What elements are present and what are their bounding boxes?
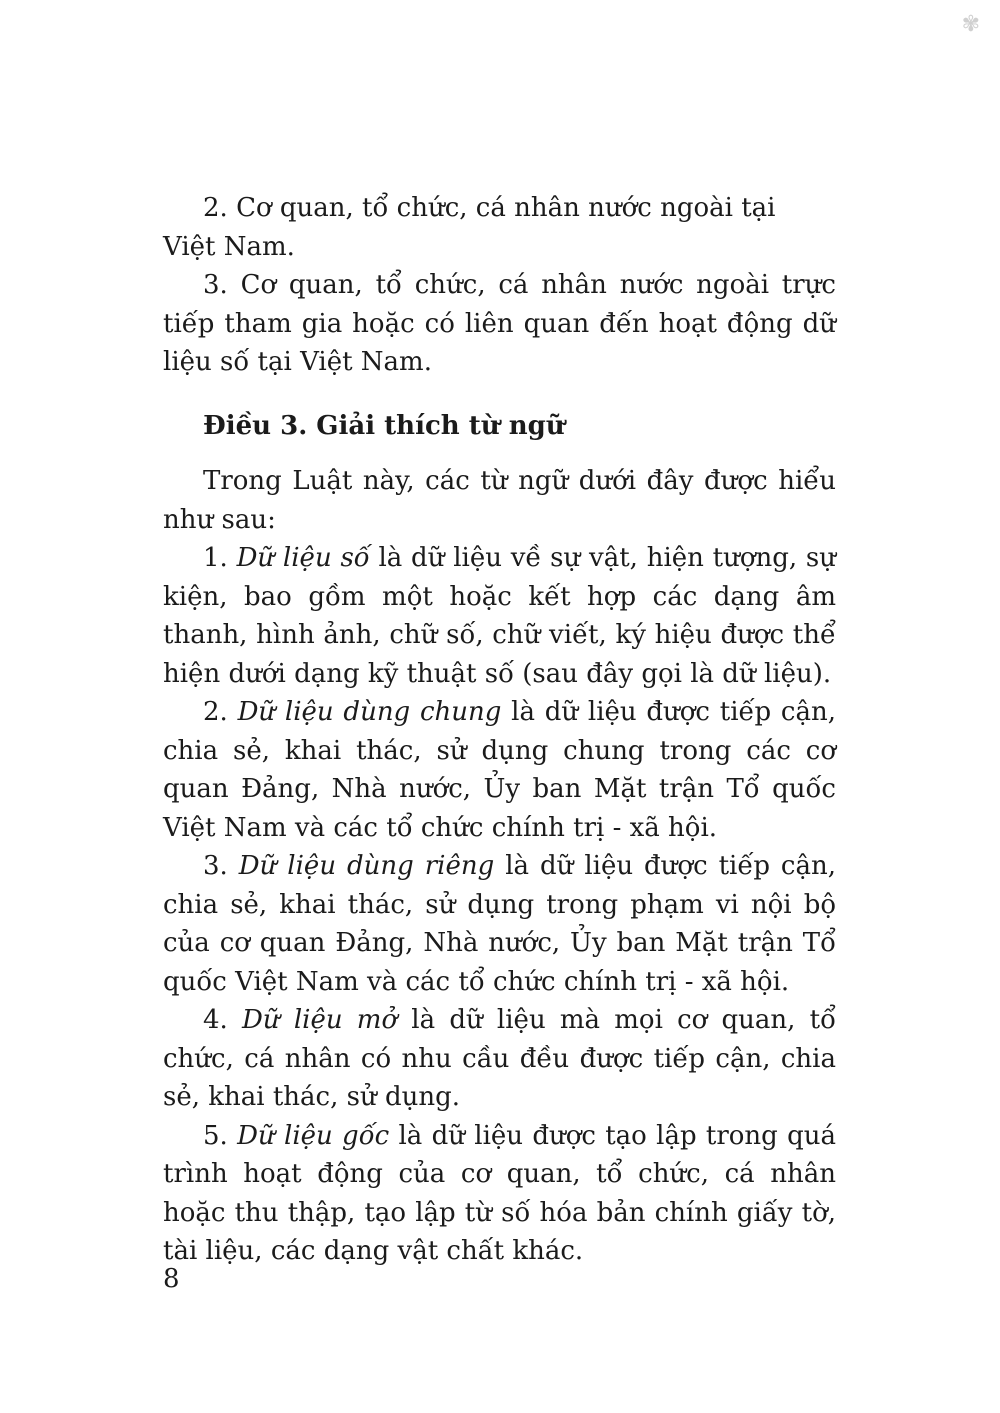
definition-item xyxy=(163,1117,836,1271)
definition-number: 3. xyxy=(203,851,239,881)
definition-item xyxy=(163,693,836,847)
definition-term: Dữ liệu gốc xyxy=(237,1120,390,1151)
definition-item xyxy=(163,539,836,693)
page-body xyxy=(163,189,836,1271)
definition-number: 1. xyxy=(203,543,237,573)
definition-term: Dữ liệu dùng riêng xyxy=(238,851,495,881)
definition-number: 2. xyxy=(203,697,238,727)
definition-text: là dữ liệu được tiếp cận, chia sẻ, khai thác, sử dụng trong phạm vi nội bộ của cơ quan Đảng, Nhà nước, Ủy ban Mặt trận Tổ quốc Việt Nam và các tổ chức chính trị - xã hội. xyxy=(163,851,836,997)
definition-text: là dữ liệu mà mọi cơ quan, tổ chức, cá nhân có nhu cầu đều được tiếp cận, chia sẻ, khai thác, sử dụng. xyxy=(163,1005,836,1112)
definition-number: 4. xyxy=(203,1005,243,1035)
article-heading: Điều 3. Giải thích từ ngữ xyxy=(203,410,565,441)
page-number: 8 xyxy=(163,1264,180,1294)
definition-text: là dữ liệu được tạo lập trong quá trình hoạt động của cơ quan, tổ chức, cá nhân hoặc thu thập, tạo lập từ số hóa bản chính giấy tờ, tài liệu, các dạng vật chất khác. xyxy=(163,1120,836,1266)
definition-text: là dữ liệu được tiếp cận, chia sẻ, khai thác, sử dụng chung trong các cơ quan Đảng, Nhà nước, Ủy ban Mặt trận Tổ quốc Việt Nam và các tổ chức chính trị - xã hội. xyxy=(163,697,836,843)
intro-paragraph: Trong Luật này, các từ ngữ dưới đây được hiểu như sau: xyxy=(163,466,836,535)
definition-item xyxy=(163,847,836,1001)
definition-term: Dữ liệu dùng chung xyxy=(237,697,502,727)
clause-paragraph: 2. Cơ quan, tổ chức, cá nhân nước ngoài tại Việt Nam. xyxy=(163,193,776,262)
definition-term: Dữ liệu số xyxy=(236,543,370,573)
definition-item xyxy=(163,1001,836,1117)
definition-number: 5. xyxy=(203,1120,238,1151)
clause-paragraph: 3. Cơ quan, tổ chức, cá nhân nước ngoài trực tiếp tham gia hoặc có liên quan đến hoạt động dữ liệu số tại Việt Nam. xyxy=(163,270,836,377)
flower-ornament-icon: ✾ xyxy=(961,12,980,37)
definition-text: là dữ liệu về sự vật, hiện tượng, sự kiện, bao gồm một hoặc kết hợp các dạng âm thanh, hình ảnh, chữ số, chữ viết, ký hiệu được thể hiện dưới dạng kỹ thuật số (sau đây gọi là dữ liệu). xyxy=(163,543,836,689)
definition-term: Dữ liệu mở xyxy=(242,1005,398,1035)
